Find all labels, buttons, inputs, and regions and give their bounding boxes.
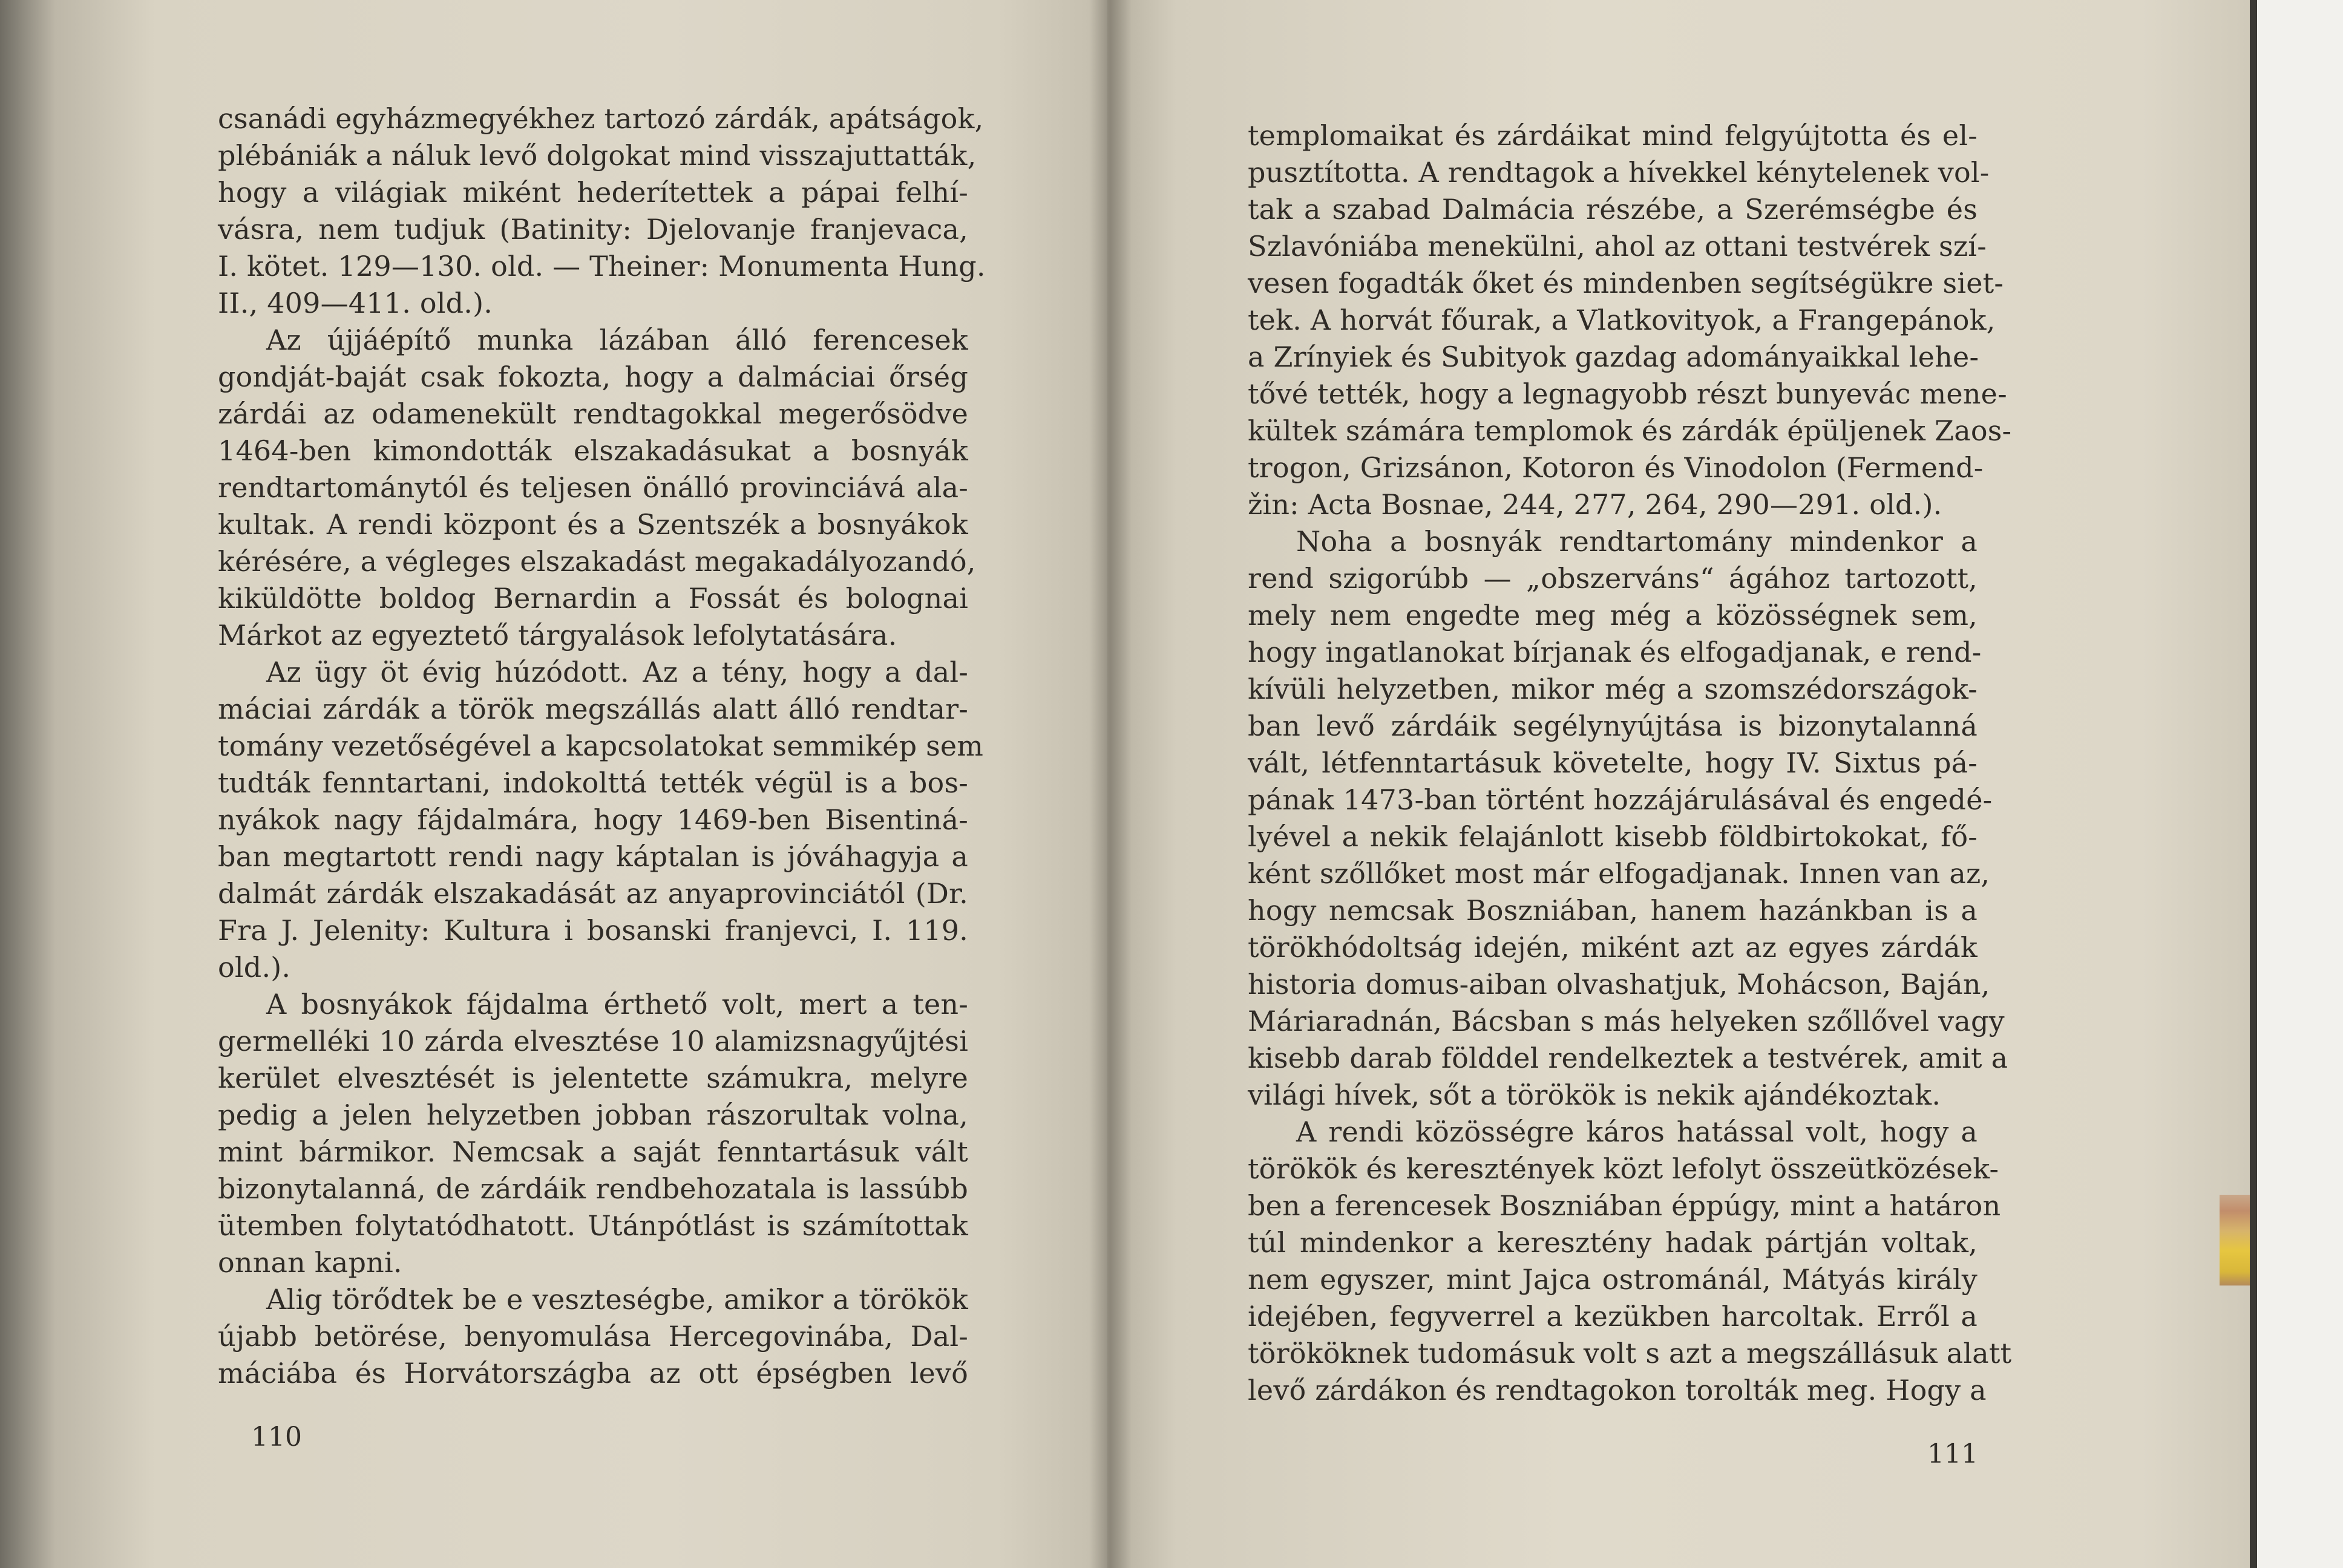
text-line: pusztította. A rendtagok a hívekkel kénytelenek vol- [1248, 156, 1990, 189]
text-line: Alig törődtek be e veszteségbe, amikor a törökök [266, 1283, 968, 1316]
text-line: vásra, nem tudjuk (Batinity: Djelovanje franjevaca, [218, 213, 968, 246]
text-line: trogon, Grizsánon, Kotoron és Vinodolon (Fermend- [1248, 451, 1984, 484]
text-line: bizonytalanná, de zárdáik rendbehozatala is lassúbb [218, 1172, 968, 1205]
text-line: kultak. A rendi központ és a Szentszék a bosnyákok [218, 508, 968, 541]
text-line: historia domus-aiban olvashatjuk, Mohácson, Baján, [1248, 968, 1990, 1001]
text-line: II., 409—411. old.). [218, 287, 493, 319]
text-line: tővé tették, hogy a legnagyobb részt bunyevác mene- [1248, 377, 2007, 410]
text-line: rendtartománytól és teljesen önálló provinciává ala- [218, 471, 968, 504]
text-line: žin: Acta Bosnae, 244, 277, 264, 290—291. old.). [1248, 488, 1942, 521]
text-line: idejében, fegyverrel a kezükben harcoltak. Erről a [1248, 1300, 1978, 1333]
text-line: kívüli helyzetben, mikor még a szomszédországok- [1248, 673, 1978, 705]
text-line: tak a szabad Dalmácia részébe, a Szerémségbe és [1248, 193, 1978, 226]
text-line: zárdái az odamenekült rendtagokkal megerősödve [218, 397, 968, 430]
text-line: vesen fogadták őket és mindenben segítségükre siet- [1248, 267, 2004, 299]
text-line: kiküldötte boldog Bernardin a Fossát és bolognai [218, 582, 968, 615]
text-line: tomány vezetőségével a kapcsolatokat semmikép sem [218, 730, 984, 762]
background-edge [2257, 0, 2343, 1568]
text-line: A rendi közösségre káros hatással volt, hogy a [1296, 1116, 1978, 1148]
text-line: onnan kapni. [218, 1246, 402, 1279]
text-line: törökhódoltság idején, miként azt az egyes zárdák [1248, 931, 1978, 964]
text-line: túl mindenkor a keresztény hadak pártján voltak, [1248, 1226, 1978, 1259]
text-line: A bosnyákok fájdalma érthető volt, mert a ten- [266, 988, 968, 1021]
text-line: világi hívek, sőt a törökök is nekik ajándékoztak. [1248, 1079, 1941, 1111]
text-line: ben a ferencesek Boszniában éppúgy, mint a határon [1248, 1189, 2001, 1222]
text-line: I. kötet. 129—130. old. — Theiner: Monumenta Hung. [218, 250, 986, 283]
text-line: mely nem engedte meg még a közösségnek sem, [1248, 599, 1978, 632]
text-line: Szlavóniába menekülni, ahol az ottani testvérek szí- [1248, 230, 1987, 263]
text-line: ban megtartott rendi nagy káptalan is jóváhagyja a [218, 840, 968, 873]
text-line: germelléki 10 zárda elvesztése 10 alamizsnagyűjtési [218, 1025, 968, 1057]
text-line: tek. A horvát főurak, a Vlatkovityok, a Frangepánok, [1248, 304, 1996, 336]
text-line: hogy a világiak miként hederítettek a pápai felhí- [218, 176, 968, 209]
text-line: levő zárdákon és rendtagokon torolták meg. Hogy a [1248, 1374, 1987, 1406]
text-line: Az újjáépítő munka lázában álló ferencesek [266, 324, 968, 356]
text-line: templomaikat és zárdáikat mind felgyújtotta és el- [1248, 119, 1978, 152]
text-line: Fra J. Jelenity: Kultura i bosanski franjevci, I. 119. [218, 914, 968, 947]
text-line: gondját-baját csak fokozta, hogy a dalmáciai őrség [218, 361, 968, 393]
text-line: hogy nemcsak Boszniában, hanem hazánkban is a [1248, 894, 1978, 927]
text-line: 1464-ben kimondották elszakadásukat a bosnyák [218, 434, 968, 467]
text-line: kültek számára templomok és zárdák épüljenek Zaos- [1248, 414, 2012, 447]
text-line: kérésére, a végleges elszakadást megakadályozandó, [218, 545, 976, 578]
text-line: tudták fenntartani, indokolttá tették végül is a bos- [218, 766, 968, 799]
text-line: nyákok nagy fájdalmára, hogy 1469-ben Bisentiná- [218, 803, 968, 836]
text-line: kerület elvesztését is jelentette számukra, melyre [218, 1062, 968, 1094]
text-line: ban levő zárdáik segélynyújtása is bizonytalanná [1248, 710, 1978, 742]
text-line: máciai zárdák a török megszállás alatt álló rendtar- [218, 693, 968, 725]
text-line: ütemben folytatódhatott. Utánpótlást is számítottak [218, 1209, 968, 1242]
text-line: dalmát zárdák elszakadását az anyaprovinciától (Dr. [218, 877, 968, 910]
text-line: mint bármikor. Nemcsak a saját fenntartásuk vált [218, 1135, 968, 1168]
left-page-number: 110 [251, 1422, 302, 1452]
left-page [0, 0, 1107, 1568]
text-line: hogy ingatlanokat bírjanak és elfogadjanak, e rend- [1248, 636, 1982, 668]
text-line: pának 1473-ban történt hozzájárulásával és engedé- [1248, 783, 1993, 816]
text-line: Noha a bosnyák rendtartomány mindenkor a [1296, 525, 1978, 558]
text-line: máciába és Horvátországba az ott épségben levő [218, 1357, 968, 1390]
text-line: pedig a jelen helyzetben jobban rászorultak volna, [218, 1099, 968, 1131]
left-page-text [218, 100, 986, 1392]
book-gutter [1089, 0, 1132, 1568]
text-line: Márkot az egyeztető tárgyalások lefolytatására. [218, 619, 897, 652]
text-line: újabb betörése, benyomulása Hercegovinába, Dal- [218, 1320, 968, 1353]
text-line: Az ügy öt évig húzódott. Az a tény, hogy a dal- [266, 656, 968, 688]
right-page [1107, 0, 2257, 1568]
text-line: lyével a nekik felajánlott kisebb földbirtokokat, fő- [1248, 820, 1978, 853]
text-line: törököknek tudomásuk volt s azt a megszállásuk alatt [1248, 1337, 2012, 1370]
text-line: old.). [218, 951, 291, 984]
text-line: törökök és keresztények közt lefolyt összeütközések- [1248, 1152, 1999, 1185]
text-line: Máriaradnán, Bácsban s más helyeken szőllővel vagy [1248, 1005, 2005, 1037]
text-line: vált, létfenntartásuk követelte, hogy IV. Sixtus pá- [1248, 746, 1978, 779]
right-page-number: 111 [1927, 1439, 1978, 1469]
text-line: ként szőllőket most már elfogadjanak. Innen van az, [1248, 857, 1990, 890]
text-line: nem egyszer, mint Jajca ostrománál, Mátyás király [1248, 1263, 1978, 1296]
text-line: a Zrínyiek és Subityok gazdag adományaikkal lehe- [1248, 341, 1979, 373]
text-line: rend szigorúbb — „obszerváns“ ágához tartozott, [1248, 562, 1978, 595]
text-line: plébániák a náluk levő dolgokat mind visszajuttatták, [218, 139, 977, 172]
text-line: csanádi egyházmegyékhez tartozó zárdák, apátságok, [218, 102, 984, 135]
right-page-text [1248, 117, 2012, 1409]
text-line: kisebb darab földdel rendelkeztek a testvérek, amit a [1248, 1042, 2008, 1074]
